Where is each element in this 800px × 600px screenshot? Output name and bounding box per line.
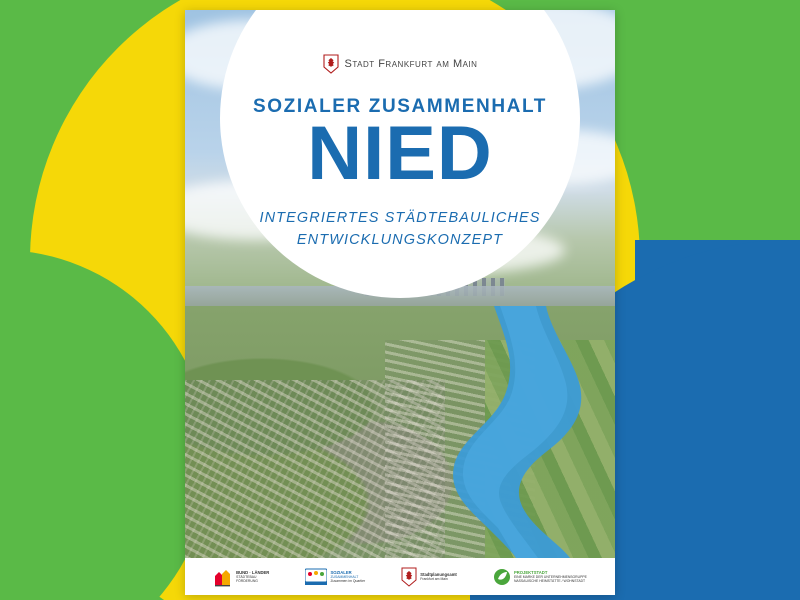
logo-sozialer-zusammenhalt (305, 567, 365, 587)
cover-title: NIED (307, 111, 493, 196)
logo-bund-laender-text (236, 570, 269, 584)
logo-projektstadt-line3: NASSAUISCHE HEIMSTÄTTE / WOHNSTADT (513, 579, 586, 584)
frankfurt-eagle-crest-icon (401, 567, 417, 587)
logo-projektstadt-text (514, 570, 587, 584)
logo-bund-line3: FÖRDERUNG (236, 579, 258, 584)
logo-bund-line1: BUND · LÄNDER (236, 569, 270, 575)
document-cover (185, 10, 615, 595)
cover-subtitle (185, 208, 615, 252)
cover-headline-block (185, 54, 615, 251)
logo-stadt-line1: Stadtplanungsamt (420, 571, 457, 577)
logo-zusammenhalt-line1: SOZIALER (330, 569, 352, 575)
staedtebaufoerderung-houses-icon (213, 567, 233, 587)
logo-projektstadt-line2: EINE MARKE DER UNTERNEHMENSGRUPPE (513, 574, 587, 579)
footer-logo-strip (185, 558, 615, 595)
logo-zusammenhalt-line3: Zusammen im Quartier (330, 579, 366, 584)
logo-bund-line2: STÄDTEBAU (236, 574, 257, 579)
logo-zusammenhalt-line2: ZUSAMMENHALT (330, 574, 359, 579)
city-logo-text: Stadt Frankfurt am Main (344, 58, 478, 70)
projektstadt-leaf-icon (493, 568, 511, 586)
river-main (420, 306, 615, 558)
sozialer-zusammenhalt-people-icon (305, 567, 327, 587)
frankfurt-eagle-crest-icon (323, 54, 339, 74)
cover-subtitle-line-2: ENTWICKLUNGSKONZEPT (296, 231, 504, 248)
logo-bund-laender-staedtebaufoerderung (213, 567, 269, 587)
logo-stadtplanungsamt-text (420, 572, 457, 582)
logo-zusammenhalt-text (330, 570, 365, 584)
logo-stadtplanungsamt-frankfurt (401, 567, 457, 587)
cover-kicker: SOZIALER ZUSAMMENHALT (253, 96, 547, 117)
city-logo (185, 54, 615, 74)
logo-projektstadt (493, 568, 587, 586)
logo-stadt-line2: Frankfurt am Main (420, 577, 448, 581)
logo-projektstadt-line1: PROJEKTSTADT (513, 569, 548, 575)
cover-subtitle-line-1: INTEGRIERTES STÄDTEBAULICHES (259, 209, 541, 226)
